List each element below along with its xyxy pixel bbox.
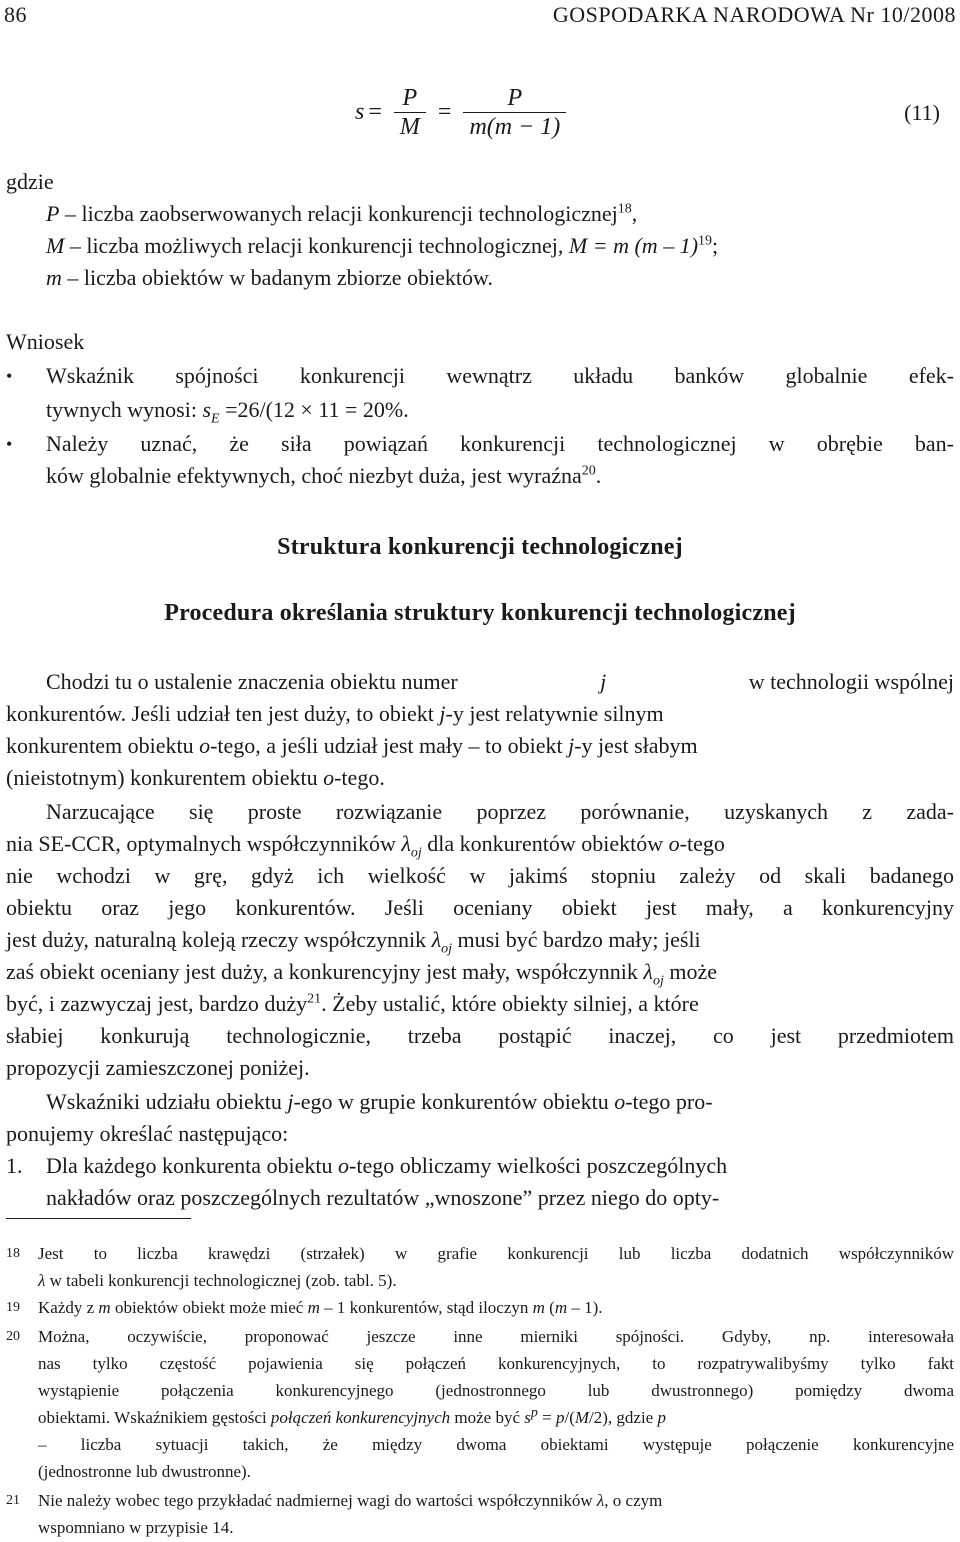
definition-n: m – liczba obiektów w badanym zbiorze obiektów. <box>46 265 493 290</box>
fraction-1 <box>394 84 426 141</box>
list-item-line-2: nakładów oraz poszczególnych rezultatów „wnoszone” przez niego do opty- <box>46 1185 720 1210</box>
bullet-1-line-1: Wskaźnik spójności konkurencji wewnątrz układu banków globalnie efek- <box>46 363 954 388</box>
fraction-2-denominator: m(m − 1) <box>463 112 566 141</box>
list-item-number: 1. <box>6 1153 23 1178</box>
footnote-21-line-2: wspomniano w przypisie 14. <box>38 1518 234 1537</box>
section-heading: Struktura konkurencji technologicznej <box>277 534 683 560</box>
bullet-2-line-1: Należy uznać, że siła powiązań konkurencji technologicznej w obrębie ban- <box>46 431 954 456</box>
equals-sign: = <box>368 99 382 125</box>
p3-line-2: ponujemy określać następująco: <box>6 1121 289 1146</box>
bullet-icon: • <box>6 366 13 386</box>
bullet-icon: • <box>6 434 13 454</box>
p2-line-7: być, i zazwyczaj jest, bardzo duży$^{21}$. Żeby ustalić, które obiekty silniej, a które <box>6 991 699 1016</box>
running-head <box>4 2 956 32</box>
p1-line-2: konkurentów. Jeśli udział ten jest duży, to obiekt j-y jest relatywnie silnym <box>6 701 664 726</box>
footnote-18-line-1: Jest to liczba krawędzi (strzałek) w grafie konkurencji lub liczba dodatnich współczynników <box>38 1244 954 1263</box>
footnote-20-number: 20 <box>6 1329 20 1344</box>
footnote-21-line-1: Nie należy wobec tego przykładać nadmiernej wagi do wartości współczynników λ, o czym <box>38 1491 663 1510</box>
bullet-2-line-2: ków globalnie efektywnych, choć niezbyt duża, jest wyraźna$^{20}$. <box>46 463 602 488</box>
p2-line-9: propozycji zamieszczonej poniżej. <box>6 1055 310 1080</box>
p2-line-3: nie wchodzi w grę, gdyż ich wielkość w jakimś stopniu zależy od skali badanego <box>6 863 954 888</box>
p1-line-3: konkurentem obiektu o-tego, a jeśli udział jest mały – to obiekt j-y jest słabym <box>6 733 698 758</box>
footnote-18-line-2: λ w tabeli konkurencji technologicznej (zob. tabl. 5). <box>38 1271 397 1290</box>
list-item-line-1: Dla każdego konkurenta obiektu o-tego obliczamy wielkości poszczególnych <box>46 1153 728 1178</box>
footnote-19-line-1: Każdy z m obiektów obiekt może mieć m – 1 konkurentów, stąd iloczyn m (m – 1). <box>38 1298 603 1317</box>
footnote-18-number: 18 <box>6 1246 20 1261</box>
footnote-20-line-6: (jednostronne lub dwustronne). <box>38 1462 251 1481</box>
equals-sign-2: = <box>437 99 452 125</box>
subsection-heading: Procedura określania struktury konkurencji technologicznej <box>164 600 796 626</box>
footnote-rule <box>6 1218 191 1219</box>
fraction-2 <box>463 84 566 141</box>
fraction-1-numerator: P <box>402 85 418 111</box>
equation-number: (11) <box>904 100 940 125</box>
p2-line-5: jest duży, naturalną koleją rzeczy współczynnik $\lambda_{oj}$ musi być bardzo mały; jeśli <box>6 927 701 957</box>
formula-lhs: s <box>355 99 365 125</box>
p1-line-1: Chodzi tu o ustalenie znaczenia obiektu numer j w technologii wspólnej <box>46 669 954 694</box>
footnote-20-line-4: obiektami. Wskaźnikiem gęstości połączeń konkurencyjnych może być $s^p = p/(M/2)$, gdzie p <box>38 1405 666 1427</box>
p2-line-4: obiektu oraz jego konkurentów. Jeśli oceniany obiekt jest mały, a konkurencyjny <box>6 895 954 920</box>
conclusion-title: Wniosek <box>6 329 85 354</box>
definition-p: P – liczba zaobserwowanych relacji konkurencji technologicznej$^{18}$, <box>46 201 638 226</box>
fraction-1-denominator: M <box>394 112 426 141</box>
footnote-21-number: 21 <box>6 1493 20 1508</box>
p3-line-1: Wskaźniki udziału obiektu j-ego w grupie konkurentów obiektu o-tego pro- <box>46 1089 713 1114</box>
footnote-19-number: 19 <box>6 1300 20 1315</box>
equation <box>355 84 574 141</box>
p2-line-2: nia SE-CCR, optymalnych współczynników $\lambda_{oj}$ dla konkurentów obiektów o-tego <box>6 831 725 861</box>
journal-title: GOSPODARKA NARODOWA Nr 10/2008 <box>552 2 956 27</box>
page-number: 86 <box>4 2 27 27</box>
footnote-20-line-1: Można, oczywiście, proponować jeszcze inne mierniki spójności. Gdyby, np. interesowała <box>38 1327 954 1346</box>
p2-line-1: Narzucające się proste rozwiązanie poprzez porównanie, uzyskanych z zada- <box>46 799 954 824</box>
bullet-1-line-2: tywnych wynosi: $s_E =26/(12 \times 11 = 20\%$. <box>46 397 409 427</box>
p1-line-4: (nieistotnym) konkurentem obiektu o-tego. <box>6 765 385 790</box>
fraction-2-numerator: P <box>507 85 523 111</box>
p2-line-8: słabiej konkurują technologicznie, trzeba postąpić inaczej, co jest przedmiotem <box>6 1023 954 1048</box>
footnote-20-line-3: wystąpienie połączenia konkurencyjnego (jednostronnego lub dwustronnego) pomiędzy dwoma <box>38 1381 954 1400</box>
p2-line-6: zaś obiekt oceniany jest duży, a konkurencyjny jest mały, współczynnik $\lambda_{oj}$ może <box>6 959 717 989</box>
footnote-20-line-5: – liczba sytuacji takich, że między dwoma obiektami występuje połączenie konkurencyjne <box>38 1435 954 1454</box>
footnote-20-line-2: nas tylko częstość pojawienia się połączeń konkurencyjnych, to rozpatrywalibyśmy tylko fakt <box>38 1354 954 1373</box>
definition-m: M – liczba możliwych relacji konkurencji technologicznej, M = m (m – 1)$^{19}$; <box>46 233 719 258</box>
definitions-intro: gdzie <box>6 169 54 194</box>
